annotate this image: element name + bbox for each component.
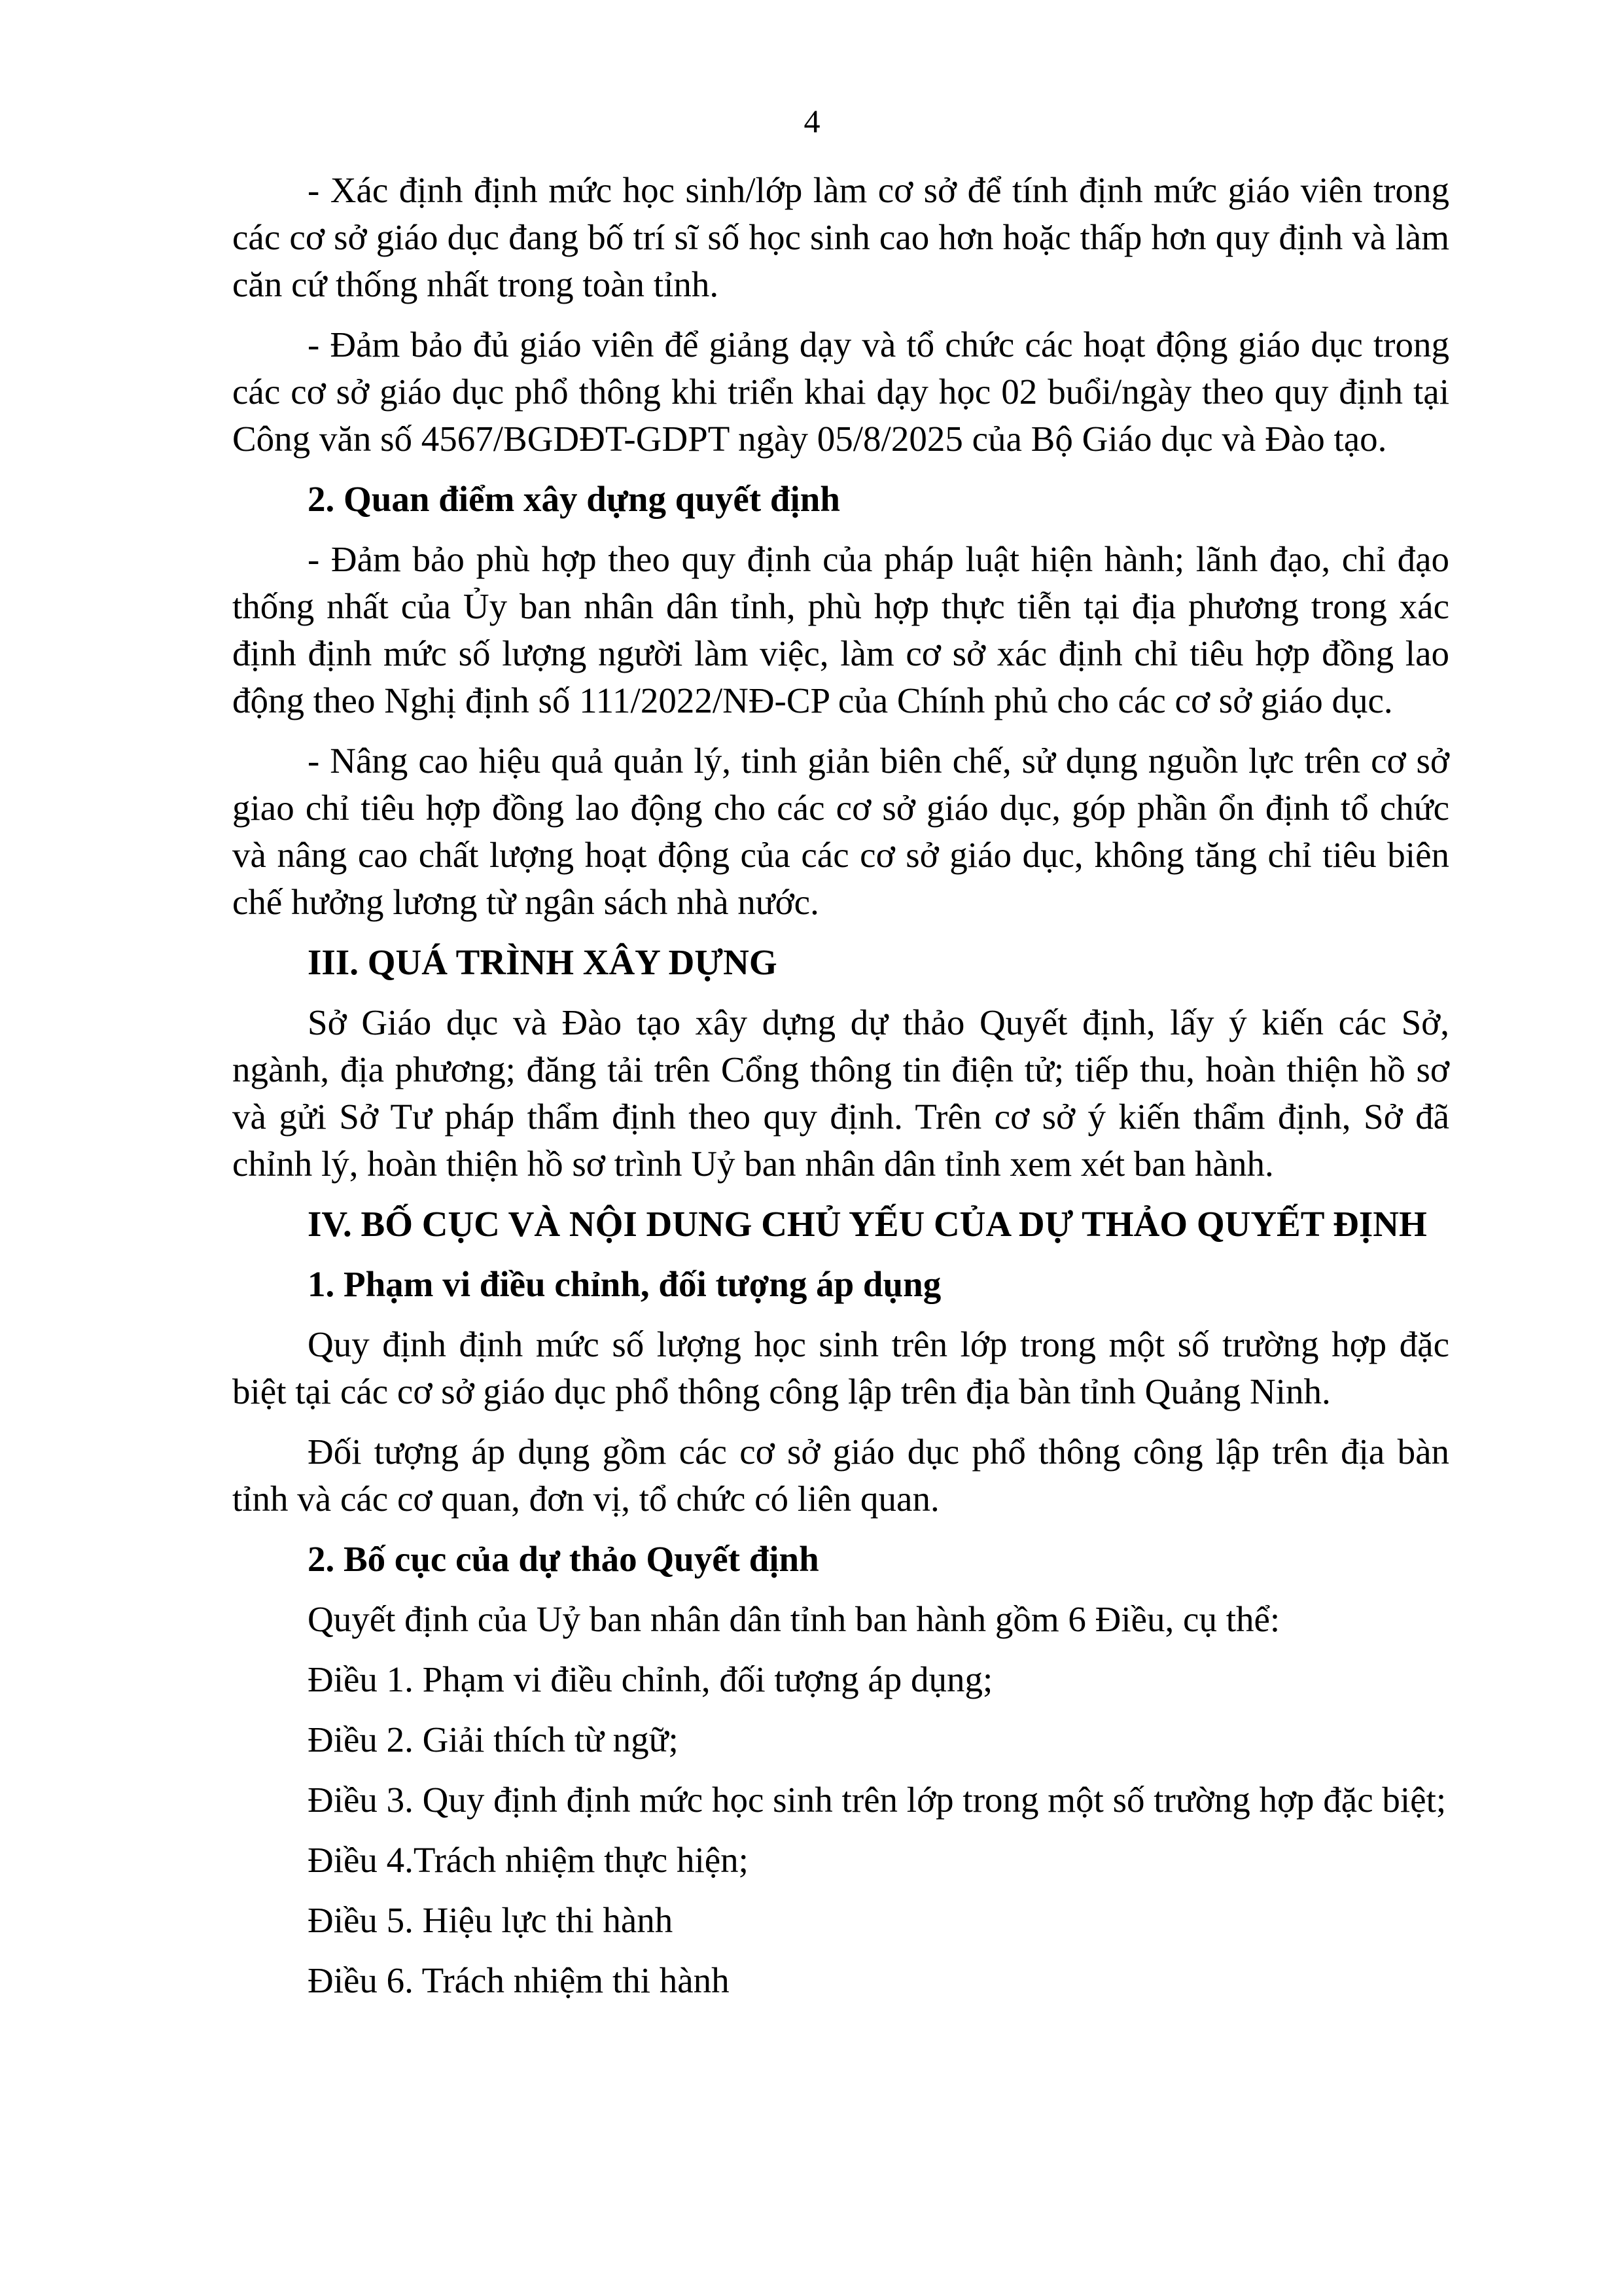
subsection-heading: 2. Bố cục của dự thảo Quyết định [308,1539,819,1579]
section-heading: III. QUÁ TRÌNH XÂY DỰNG [308,942,777,982]
paragraph: Đối tượng áp dụng gồm các cơ sở giáo dục phổ thông công lập trên địa bàn tỉnh và các cơ quan, đơn vị, tổ chức có liên quan. [232,1432,1449,1519]
document-body [232,167,1449,2017]
paragraph: - Xác định định mức học sinh/lớp làm cơ sở để tính định mức giáo viên trong các cơ sở giáo dục đang bố trí sĩ số học sinh cao hơn hoặc thấp hơn quy định và làm căn cứ thống nhất trong toàn tỉnh. [232,170,1449,304]
section-heading: IV. BỐ CỤC VÀ NỘI DUNG CHỦ YẾU CỦA DỰ THẢO QUYẾT ĐỊNH [308,1204,1427,1244]
paragraph: Sở Giáo dục và Đào tạo xây dựng dự thảo Quyết định, lấy ý kiến các Sở, ngành, địa phương; đăng tải trên Cổng thông tin điện tử; tiếp thu, hoàn thiện hồ sơ và gửi Sở Tư pháp thẩm định theo quy định. Trên cơ sở ý kiến thẩm định, Sở đã chỉnh lý, hoàn thiện hồ sơ trình Uỷ ban nhân dân tỉnh xem xét ban hành. [232,1002,1449,1184]
article-item: Điều 2. Giải thích từ ngữ; [308,1720,679,1759]
article-item: Điều 1. Phạm vi điều chỉnh, đối tượng áp dụng; [308,1659,993,1699]
paragraph: - Nâng cao hiệu quả quản lý, tinh giản biên chế, sử dụng nguồn lực trên cơ sở giao chỉ tiêu hợp đồng lao động cho các cơ sở giáo dục, góp phần ổn định tổ chức và nâng cao chất lượng hoạt động của các cơ sở giáo dục, không tăng chỉ tiêu biên chế hưởng lương từ ngân sách nhà nước. [232,741,1449,922]
paragraph: - Đảm bảo đủ giáo viên để giảng dạy và tổ chức các hoạt động giáo dục trong các cơ sở giáo dục phổ thông khi triển khai dạy học 02 buổi/ngày theo quy định tại Công văn số 4567/BGDĐT-GDPT ngày 05/8/2025 của Bộ Giáo dục và Đào tạo. [232,325,1449,459]
paragraph: - Đảm bảo phù hợp theo quy định của pháp luật hiện hành; lãnh đạo, chỉ đạo thống nhất của Ủy ban nhân dân tỉnh, phù hợp thực tiễn tại địa phương trong xác định định mức số lượng người làm việc, làm cơ sở xác định chỉ tiêu hợp đồng lao động theo Nghị định số 111/2022/NĐ-CP của Chính phủ cho các cơ sở giáo dục. [232,539,1449,720]
paragraph: Quy định định mức số lượng học sinh trên lớp trong một số trường hợp đặc biệt tại các cơ sở giáo dục phổ thông công lập trên địa bàn tỉnh Quảng Ninh. [232,1324,1449,1411]
page-number: 4 [803,103,821,139]
subsection-heading: 1. Phạm vi điều chỉnh, đối tượng áp dụng [308,1264,942,1304]
paragraph: Quyết định của Uỷ ban nhân dân tỉnh ban hành gồm 6 Điều, cụ thể: [308,1599,1280,1639]
article-item: Điều 5. Hiệu lực thi hành [308,1900,673,1940]
article-item: Điều 6. Trách nhiệm thi hành [308,1960,730,2000]
article-item: Điều 3. Quy định định mức học sinh trên lớp trong một số trường hợp đặc biệt; [308,1780,1447,1820]
article-item: Điều 4.Trách nhiệm thực hiện; [308,1840,749,1880]
section-heading: 2. Quan điểm xây dựng quyết định [308,479,840,519]
